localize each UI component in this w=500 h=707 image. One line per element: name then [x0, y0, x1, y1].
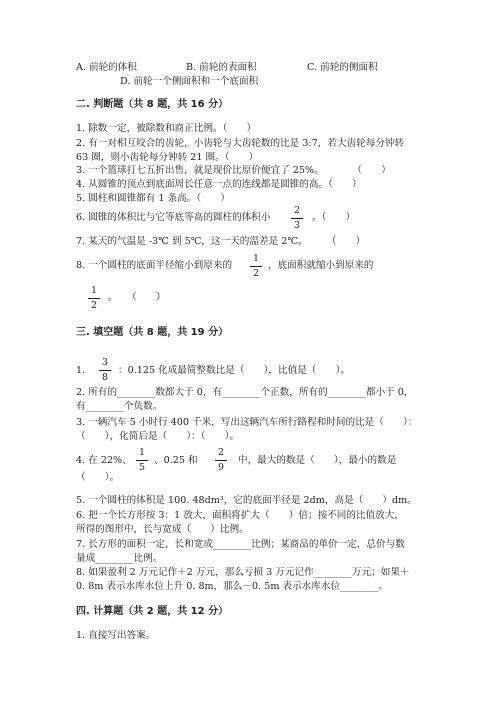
- judgement-q1: 1. 除数一定，被除数和商正比例。（ ）: [76, 123, 257, 134]
- fill-q1-text: ：0.125 化成最简整数比是（ ），比值是（ ）。: [118, 365, 350, 376]
- fraction-one-half: [249, 253, 263, 280]
- option-d: D. 前轮一个侧面积和一个底面积: [120, 76, 259, 87]
- fraction-numerator: 2: [293, 205, 301, 216]
- fraction-denominator: 2: [90, 300, 98, 311]
- fraction-numerator: 1: [138, 447, 146, 458]
- judgement-q5: 5. 圆柱和圆锥都有 1 条高。（ ）: [76, 193, 230, 204]
- judgement-q2-line2: 63 圈，则小齿轮每分钟转 21 圈。（ ）: [76, 152, 259, 163]
- fill-q5: 5. 一个圆柱的体积是 100. 48dm³，它的底面半径是 2dm，高是（ ）dm。: [76, 495, 417, 506]
- fraction-denominator: 2: [252, 268, 260, 279]
- fraction-numerator: 3: [101, 357, 109, 368]
- fill-q8-line2: 0. 8m 表示水库水位上升 0. 8m，那么－0. 5m 表示水库水位________。: [76, 581, 389, 592]
- fraction-two-ninths: [214, 447, 228, 474]
- fraction-numerator: 1: [90, 285, 98, 296]
- judgement-q6-text: 6. 圆锥的体积比与它等底等高的圆柱的体积小: [76, 212, 271, 223]
- fill-q3-line2: （ ），化简后是（ ）：（ ）。: [76, 431, 240, 442]
- judgement-q8-tail: 。 （ ）: [108, 292, 166, 303]
- fraction-numerator: 2: [217, 447, 225, 458]
- judgement-q8-mid: ，底面积就缩小到原来的: [268, 260, 374, 271]
- fill-q2-line2: 有________个负数。: [76, 401, 163, 412]
- section-heading-judgement: 二. 判断题（共 8 题，共 16 分）: [76, 99, 229, 110]
- judgement-q7: 7. 某天的气温是 -3℃ 到 5℃，这一天的温差是 2℃。 （ ）: [76, 236, 366, 247]
- fill-q7-line1: 7. 长方形的面积一定，长和宽成________比例；某商品的单价一定，总价与数: [76, 539, 405, 550]
- option-a: A. 前轮的体积: [76, 62, 137, 73]
- calculation-q1: 1. 直接写出答案。: [76, 630, 156, 641]
- fill-q7-line2: 量成________比例。: [76, 553, 163, 564]
- fraction-one-fifth: [135, 447, 149, 474]
- fill-q4-text-a: 4. 在 22%、: [76, 455, 132, 466]
- fraction-denominator: 3: [293, 220, 301, 231]
- fraction-denominator: 5: [138, 462, 146, 473]
- fraction-two-thirds: [290, 205, 304, 232]
- fraction-denominator: 9: [217, 462, 225, 473]
- judgement-q3: 3. 一个篮球打七五折出售，就是现价比原价便宜了 25%。 （ ）: [76, 165, 391, 176]
- section-heading-fill-blank: 三. 填空题（共 8 题，共 19 分）: [76, 327, 229, 338]
- fraction-three-eighths: [98, 357, 112, 384]
- judgement-q2-line1: 2. 有一对相互咬合的齿轮，小齿轮与大齿轮数的比是 3:7，若大齿轮每分钟转: [76, 138, 405, 149]
- judgement-q4: 4. 从圆锥的顶点到底面周长任意一点的连线都是圆锥的高。（ ）: [76, 179, 362, 190]
- fill-q8-line1: 8. 如果盈利 2 万元记作＋2 万元，那么亏损 3 万元记作________万元；如果＋: [76, 567, 410, 578]
- fraction-denominator: 8: [101, 372, 109, 383]
- fill-q2-line1: 2. 所有的________数都大于 0，有________个正数，所有的________都小于 0，: [76, 387, 414, 398]
- fill-q4-text-c: 中，最大的数是（ ），最小的数是: [238, 455, 397, 466]
- fraction-numerator: 1: [252, 253, 260, 264]
- fill-q6-line2: 所得的图形中，长与宽成（ ）比例。: [76, 524, 249, 535]
- section-heading-calculation: 四. 计算题（共 2 题，共 12 分）: [76, 606, 229, 617]
- fraction-one-half-b: [87, 285, 101, 312]
- judgement-q8-text: 8. 一个圆柱的底面半径缩小到原来的: [76, 260, 233, 271]
- fill-q6-line1: 6. 把一个长方形按 3：1 放大，面积将扩大（ ）倍；按不同的比值放大，: [76, 510, 404, 521]
- option-c: C. 前轮的侧面积: [307, 62, 378, 73]
- judgement-q6-tail: 。（ ）: [312, 212, 356, 223]
- fill-q4-text-d: （ ）。: [76, 472, 120, 483]
- fill-q1-lead: 1.: [76, 365, 86, 376]
- option-b: B. 前轮的表面积: [186, 62, 257, 73]
- fill-q3-line1: 3. 一辆汽车 5 小时行 400 千米，写出这辆汽车所行路程和时间的比是（ ）：: [76, 417, 418, 428]
- fill-q4-text-b: 、0.25 和: [154, 455, 198, 466]
